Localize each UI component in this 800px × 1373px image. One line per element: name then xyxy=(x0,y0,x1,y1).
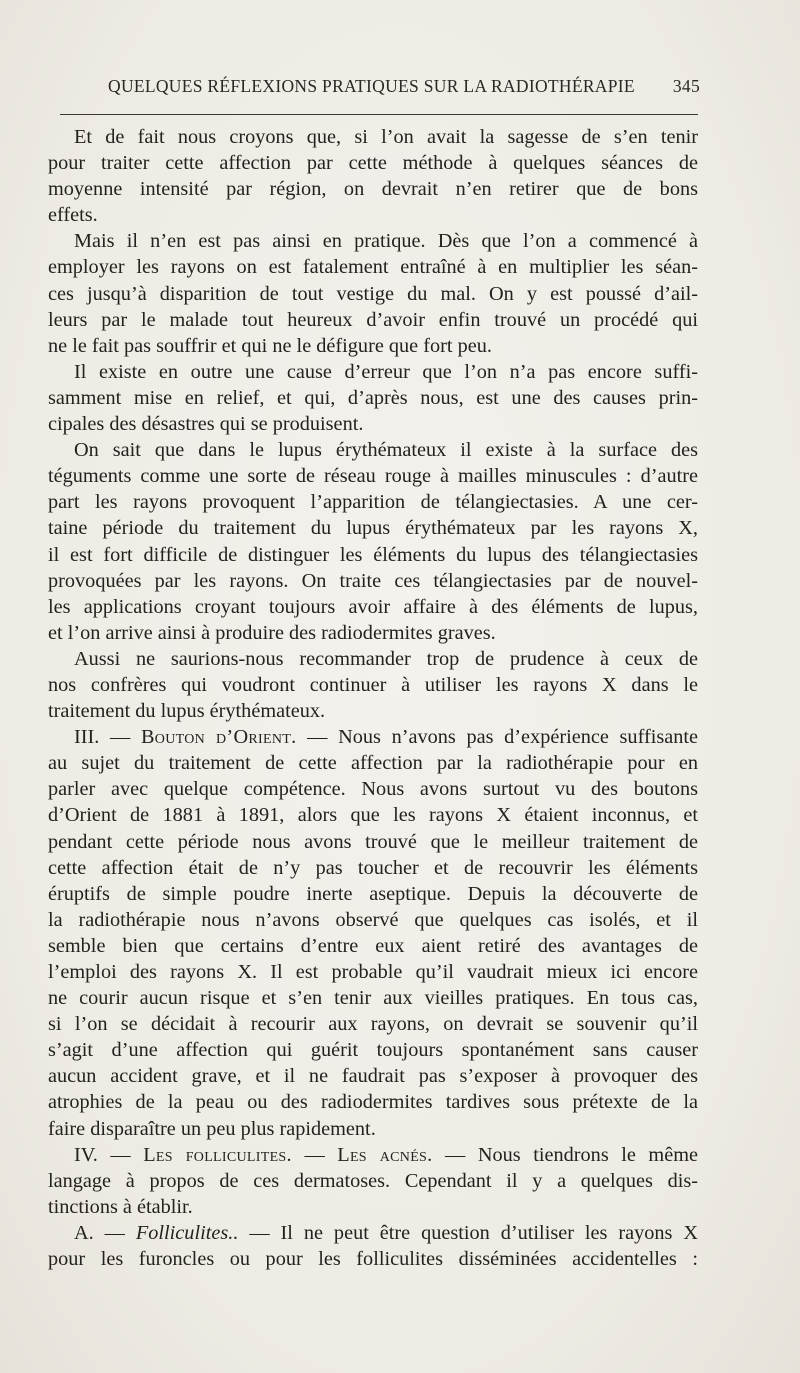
text-line: au sujet du traitement de cette affection par la radiothérapie pour en xyxy=(48,752,698,775)
heading-line-text: Nous tiendrons le même xyxy=(477,1143,698,1166)
paragraph-3 xyxy=(48,359,698,437)
text-line: et l’on arrive ainsi à produire des radiodermites graves. xyxy=(48,621,496,644)
section-title: Bouton d’Orient. xyxy=(140,726,297,749)
text-line: Mais il n’en est pas ainsi en pratique. Dès que l’on a commencé à xyxy=(74,230,698,253)
subsection-heading-line xyxy=(48,1220,698,1246)
em-dash: — xyxy=(104,1221,125,1244)
text-line: traitement du lupus érythémateux. xyxy=(48,700,326,723)
text-line: aucun accident grave, et il ne faudrait pas s’exposer à provoquer des xyxy=(48,1065,698,1088)
text-line: part les rayons provoquent l’apparition de télangiectasies. A une cer- xyxy=(48,491,698,514)
section-iv-folliculites-acnes xyxy=(48,1142,698,1220)
paragraph-1 xyxy=(48,124,698,228)
paragraph-2 xyxy=(48,228,698,358)
em-dash: — xyxy=(304,1143,325,1166)
text-line: la radiothérapie nous n’avons observé que quelques cas isolés, et il xyxy=(48,908,698,931)
em-dash: — xyxy=(445,1143,466,1166)
text-line: Et de fait nous croyons que, si l’on avait la sagesse de s’en tenir xyxy=(74,126,698,148)
section-number: III. xyxy=(74,726,100,749)
text-line: nos confrères qui voudront continuer à utiliser les rayons X dans le xyxy=(48,673,698,696)
text-line: cette affection était de n’y pas toucher et de recouvrir les éléments xyxy=(48,856,698,879)
text-line: Aussi ne saurions-nous recommander trop de prudence à ceux de xyxy=(74,647,698,670)
paragraph-5 xyxy=(48,646,698,724)
text-line: parler avec quelque compétence. Nous avons surtout vu des boutons xyxy=(48,778,698,801)
section-number: IV. xyxy=(74,1143,98,1166)
section-title: Les folliculites. xyxy=(143,1143,292,1166)
text-line: samment mise en relief, et qui, d’après nous, est une des causes prin- xyxy=(48,386,698,409)
page-header xyxy=(60,74,700,104)
text-line: atrophies de la peau ou des radiodermites tardives sous prétexte de la xyxy=(48,1091,698,1114)
text-line: pour traiter cette affection par cette méthode à quelques séances de xyxy=(48,152,698,175)
text-line: employer les rayons on est fatalement entraîné à en multiplier les séan- xyxy=(48,256,698,279)
subsection-title: Folliculites.. xyxy=(135,1221,239,1244)
text-line: taine période du traitement du lupus érythémateux par les rayons X, xyxy=(48,517,698,540)
text-line: cipales des désastres qui se produisent. xyxy=(48,413,364,436)
em-dash: — xyxy=(249,1221,270,1244)
heading-line-text: Nous n’avons pas d’expérience suffisante xyxy=(338,726,699,749)
text-line: s’agit d’une affection qui guérit toujours spontanément sans causer xyxy=(48,1039,698,1062)
text-line: leurs par le malade tout heureux d’avoir enfin trouvé un procédé qui xyxy=(48,308,698,331)
text-line: éruptifs de simple poudre inerte aseptique. Depuis la découverte de xyxy=(48,882,698,905)
text-line: l’emploi des rayons X. Il est probable qu’il vaudrait mieux ici encore xyxy=(48,961,698,983)
text-line: faire disparaître un peu plus rapidement. xyxy=(48,1117,376,1140)
body-text xyxy=(48,124,698,1272)
text-line: il est fort difficile de distinguer les éléments du lupus des télangiectasies xyxy=(48,543,698,566)
text-line: On sait que dans le lupus érythémateux il existe à la surface des xyxy=(74,439,698,462)
heading-line-text: Il ne peut être question d’utiliser les rayons X xyxy=(280,1221,698,1244)
text-line: si l’on se décidait à recourir aux rayons, on devrait se souvenir qu’il xyxy=(48,1013,698,1036)
text-line: ne le fait pas souffrir et qui ne le défigure que fort peu. xyxy=(48,334,492,357)
text-line: semble bien que certains d’entre eux aient retiré des avantages de xyxy=(48,934,698,957)
page-number: 345 xyxy=(672,76,700,96)
text-line: provoquées par les rayons. On traite ces télangiectasies par de nouvel- xyxy=(48,569,698,592)
text-line: ne courir aucun risque et s’en tenir aux vieilles pratiques. En tous cas, xyxy=(48,987,698,1010)
text-line: pendant cette période nous avons trouvé que le meilleur traitement de xyxy=(48,830,698,853)
running-title: QUELQUES RÉFLEXIONS PRATIQUES SUR LA RADIOTHÉRAPIE xyxy=(108,76,635,96)
em-dash: — xyxy=(110,726,131,749)
text-line: langage à propos de ces dermatoses. Cependant il y a quelques dis- xyxy=(48,1169,698,1192)
text-line: Il existe en outre une cause d’erreur que l’on n’a pas encore suffi- xyxy=(74,360,698,383)
em-dash: — xyxy=(110,1143,131,1166)
text-line: téguments comme une sorte de réseau rouge à mailles minuscules : d’autre xyxy=(48,465,698,488)
subsection-a-folliculites xyxy=(48,1220,698,1272)
section-heading-line xyxy=(48,724,698,750)
header-rule xyxy=(60,114,698,115)
section-heading-line xyxy=(48,1142,698,1168)
subsection-letter: A. xyxy=(74,1221,94,1244)
section-iii-bouton-d-orient xyxy=(48,724,698,1142)
text-line: pour les furoncles ou pour les folliculites disséminées accidentelles : xyxy=(48,1248,698,1271)
text-line: moyenne intensité par région, on devrait n’en retirer que de bons xyxy=(48,178,698,201)
text-line: tinctions à établir. xyxy=(48,1195,193,1218)
paragraph-4 xyxy=(48,437,698,646)
text-line: d’Orient de 1881 à 1891, alors que les rayons X étaient inconnus, et xyxy=(48,804,698,827)
text-line: ces jusqu’à disparition de tout vestige du mal. On y est poussé d’ail- xyxy=(48,282,698,305)
text-line: les applications croyant toujours avoir affaire à des éléments de lupus, xyxy=(48,595,698,618)
text-line: effets. xyxy=(48,204,98,227)
section-title-2: Les acnés. xyxy=(337,1143,433,1166)
em-dash: — xyxy=(307,726,328,749)
